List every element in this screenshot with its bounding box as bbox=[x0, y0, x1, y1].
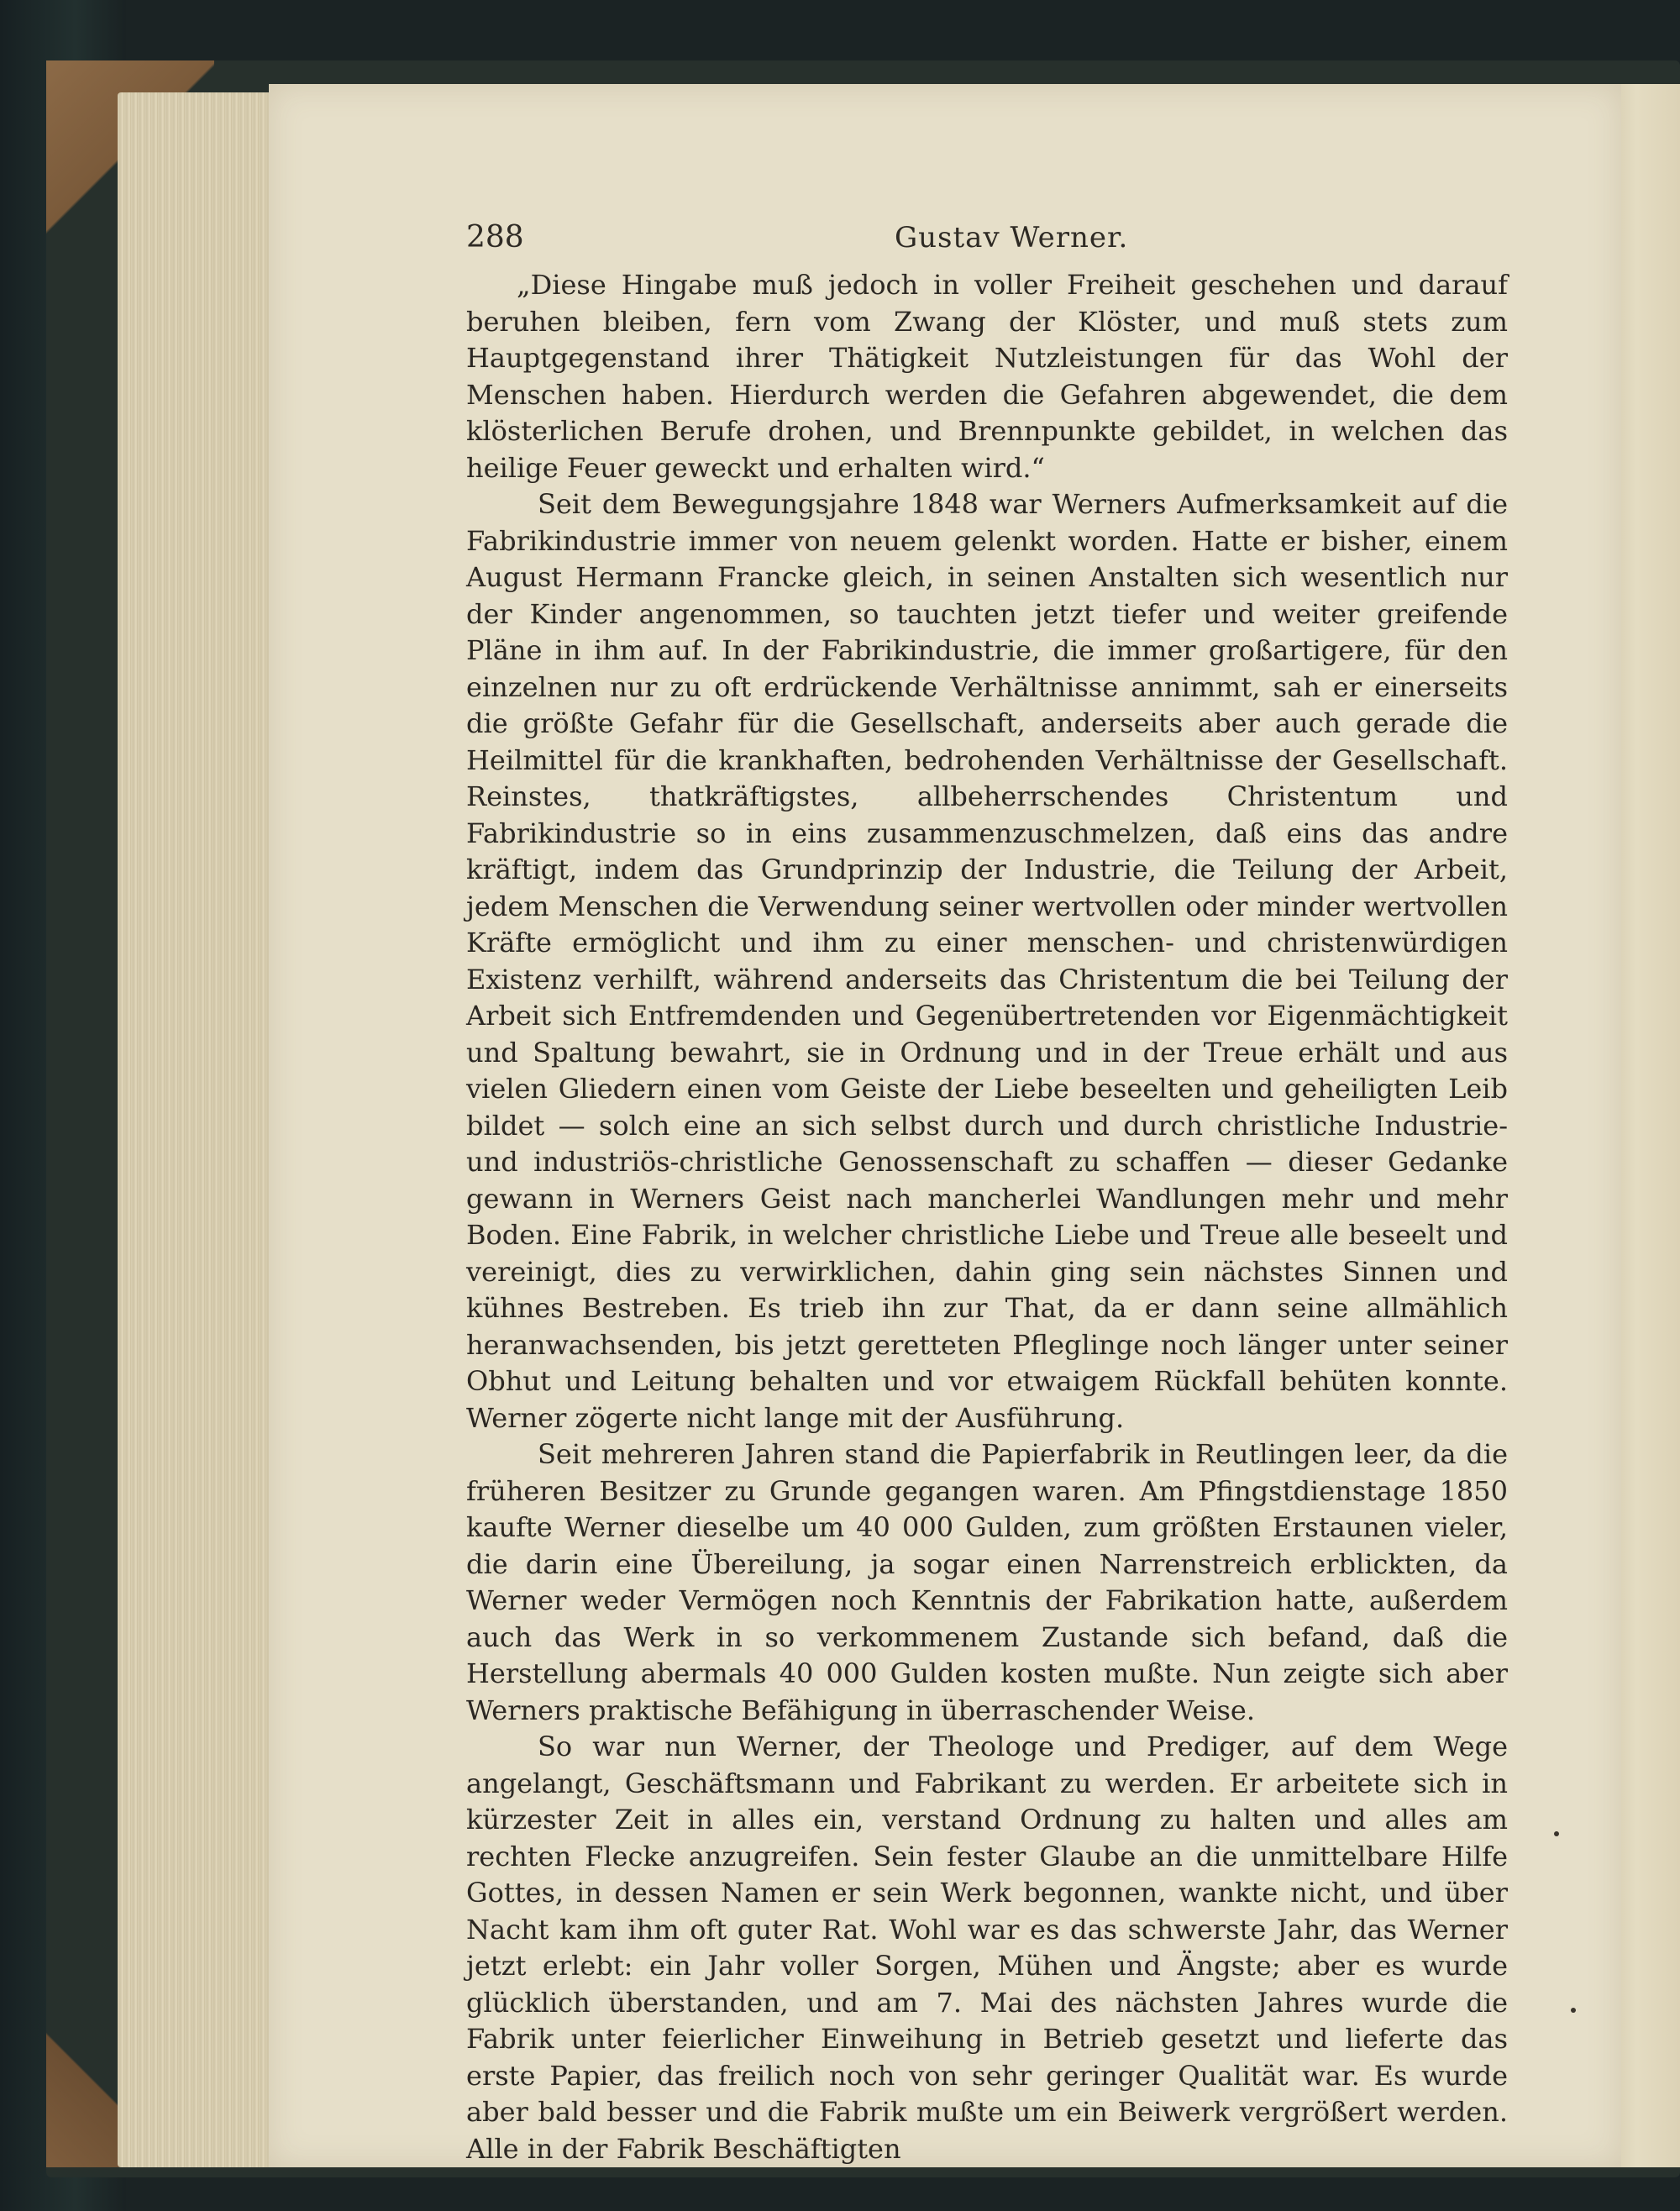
page-number: 288 bbox=[466, 220, 524, 255]
paragraph-1: „Diese Hingabe muß jedoch in voller Freiheit geschehen und darauf beruhen bleiben, fern vom Zwang der Klöster, und muß stets zum Hauptgegenstand ihrer Thätigkeit Nutzleistungen für das Wohl der Menschen haben. Hierdurch werden die Gefahren abgewendet, die dem klösterlichen Berufe drohen, und Brennpunkte gebildet, in welchen das heilige Feuer geweckt und erhalten wird.“ bbox=[466, 269, 1508, 484]
paragraph-4: So war nun Werner, der Theologe und Prediger, auf dem Wege angelangt, Geschäftsmann und Fabrikant zu werden. Er arbeitete sich in kürzester Zeit in alles ein, verstand Ordnung zu halten und alles am rechten Flecke anzugreifen. Sein fester Glaube an die unmittelbare Hilfe Gottes, in dessen Namen er sein Werk begonnen, wankte nicht, und über Nacht kam ihm oft guter Rat. Wohl war es das schwerste Jahr, das Werner jetzt erlebt: ein Jahr voller Sorgen, Mühen und Ängste; aber es wurde glücklich überstanden, und am 7. Mai des nächsten Jahres wurde die Fabrik unter feierlicher Einweihung in Betrieb gesetzt und lieferte das erste Papier, das freilich noch von sehr geringer Qualität war. Es wurde aber bald besser und die Fabrik mußte um ein Beiwerk vergrößert werden. Alle in der Fabrik Beschäftigten bbox=[466, 1730, 1508, 2165]
page-header bbox=[466, 217, 1499, 259]
book-page bbox=[269, 84, 1621, 2167]
paragraph-3: Seit mehreren Jahren stand die Papierfabrik in Reutlingen leer, da die früheren Besitzer zu Grunde gegangen waren. Am Pfingstdienstage 1850 kaufte Werner dieselbe um 40 000 Gulden, zum größten Erstaunen vieler, die darin eine Übereilung, ja sogar einen Narrenstreich erblickten, da Werner weder Vermögen noch Kenntnis der Fabrikation hatte, außerdem auch das Werk in so verkommenem Zustande sich befand, daß die Herstellung abermals 40 000 Gulden kosten mußte. Nun zeigte sich aber Werners praktische Befähigung in überraschender Weise. bbox=[466, 1438, 1508, 1726]
running-title: Gustav Werner. bbox=[895, 221, 1129, 255]
body-text bbox=[466, 267, 1508, 2167]
ink-speck bbox=[1554, 1831, 1559, 1836]
page-edges bbox=[118, 92, 286, 2167]
paragraph-2: Seit dem Bewegungsjahre 1848 war Werners Aufmerksamkeit auf die Fabrikindustrie immer von neuem gelenkt worden. Hatte er bisher, einem August Hermann Francke gleich, in seinen Anstalten sich wesentlich nur der Kinder angenommen, so tauchten jetzt tiefer und weiter greifende Pläne in ihm auf. In der Fabrikindustrie, die immer großartigere, für den einzelnen nur zu oft erdrückende Verhältnisse annimmt, sah er einerseits die größte Gefahr für die Gesellschaft, anderseits aber auch gerade die Heilmittel für die krankhaften, bedrohenden Verhältnisse der Gesellschaft. Reinstes, thatkräftigstes, allbeherrschendes Christentum und Fabrikindustrie so in eins zusammenzuschmelzen, daß eins das andre kräftigt, indem das Grundprinzip der Industrie, die Teilung der Arbeit, jedem Menschen die Verwendung seiner wertvollen oder minder wertvollen Kräfte ermöglicht und ihm zu einer menschen- und christenwürdigen Existenz verhilft, während anderseits das Christentum die bei Teilung der Arbeit sich Entfremdenden und Gegenübertretenden vor Eigenmächtigkeit und Spaltung bewahrt, sie in Ordnung und in der Treue erhält und aus vielen Gliedern einen vom Geiste der Liebe beseelten und geheiligten Leib bildet — solch eine an sich selbst durch und durch christliche Industrie- und industriös-christliche Genossenschaft zu schaffen — dieser Gedanke gewann in Werners Geist nach mancherlei Wandlungen mehr und mehr Boden. Eine Fabrik, in welcher christliche Liebe und Treue alle beseelt und vereinigt, dies zu verwirklichen, dahin ging sein nächstes Sinnen und kühnes Bestreben. Es trieb ihn zur That, da er dann seine allmählich heranwachsenden, bis jetzt geretteten Pfleglinge noch länger unter seiner Obhut und Leitung behalten und vor etwaigem Rückfall behüten konnte. Werner zögerte nicht lange mit der Ausführung. bbox=[466, 488, 1508, 1434]
ink-speck bbox=[1571, 2008, 1576, 2013]
